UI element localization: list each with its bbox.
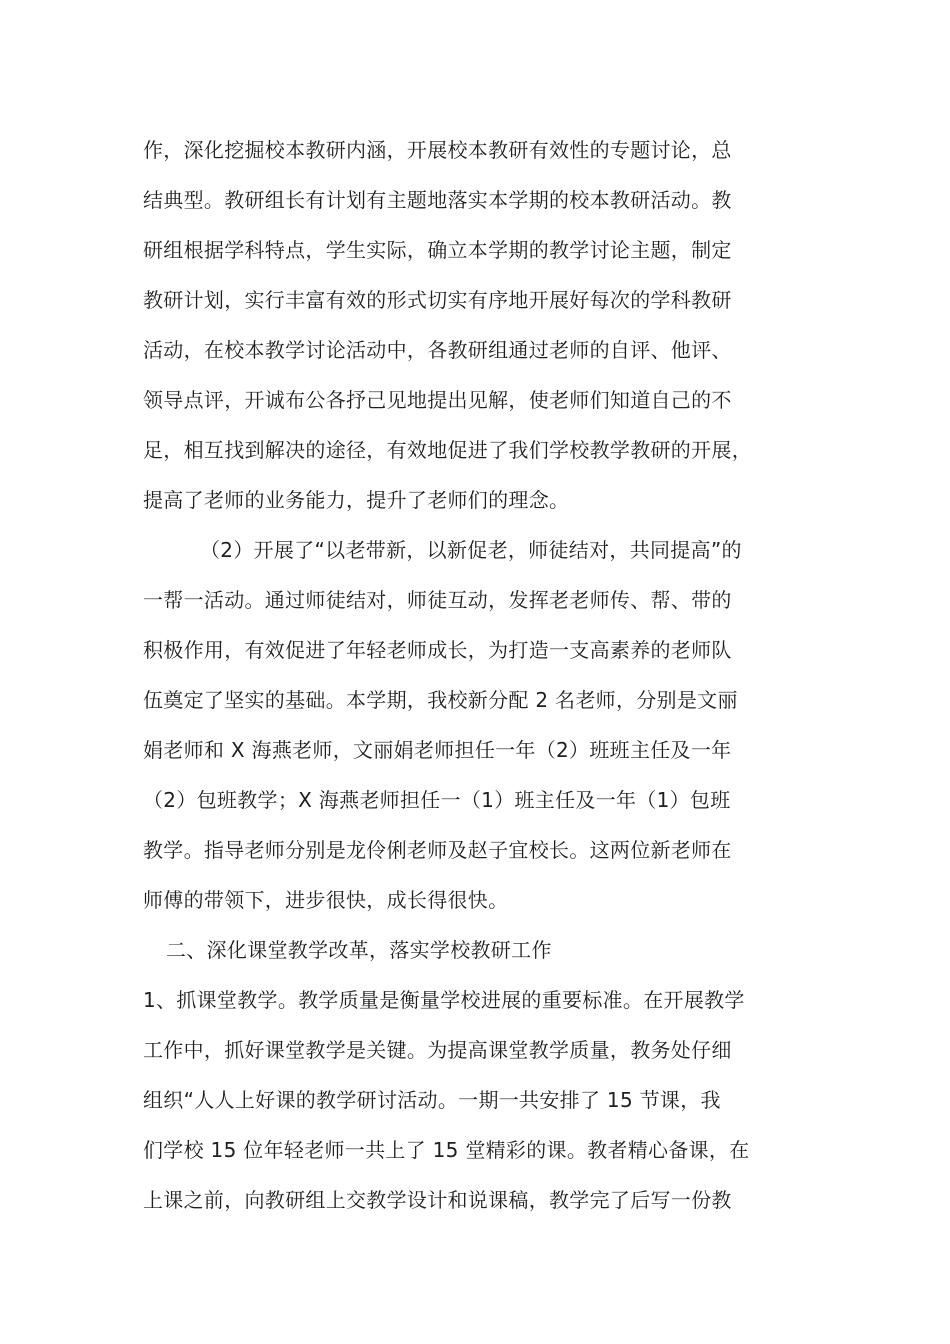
text-line: 娟老师和 X 海燕老师，文丽娟老师担任一年（2）班班主任及一年 (143, 738, 732, 762)
text-line: 结典型。教研组长有计划有主题地落实本学期的校本教研活动。教 (143, 188, 732, 212)
text-line: 提高了老师的业务能力，提升了老师们的理念。 (143, 488, 570, 512)
paragraph-start-line: （2）开展了“以老带新，以新促老，师徒结对，共同提高”的 (200, 538, 742, 562)
section-heading: 二、深化课堂教学改革，落实学校教研工作 (166, 938, 552, 962)
text-line: 们学校 15 位年轻老师一共上了 15 堂精彩的课。教者精心备课，在 (143, 1138, 750, 1162)
text-line: 一帮一活动。通过师徒结对，师徒互动，发挥老老师传、帮、带的 (143, 588, 732, 612)
text-line: 足，相互找到解决的途径，有效地促进了我们学校教学教研的开展， (143, 438, 752, 462)
text-line: 教学。指导老师分别是龙伶俐老师及赵子宜校长。这两位新老师在 (143, 838, 732, 862)
text-line: 伍奠定了坚实的基础。本学期，我校新分配 2 名老师，分别是文丽 (143, 688, 738, 712)
text-line: 研组根据学科特点，学生实际，确立本学期的教学讨论主题，制定 (143, 238, 732, 262)
text-line: 组织“人人上好课的教学研讨活动。一期一共安排了 15 节课，我 (143, 1088, 721, 1112)
text-line: 领导点评，开诚布公各抒己见地提出见解，使老师们知道自己的不 (143, 388, 732, 412)
text-line: 工作中，抓好课堂教学是关键。为提高课堂教学质量，教务处仔细 (143, 1038, 732, 1062)
text-line: 活动，在校本教学讨论活动中，各教研组通过老师的自评、他评、 (143, 338, 732, 362)
text-line: 作，深化挖掘校本教研内涵，开展校本教研有效性的专题讨论，总 (143, 138, 732, 162)
text-line: 上课之前，向教研组上交教学设计和说课稿，教学完了后写一份教 (143, 1188, 732, 1212)
text-line: 师傅的带领下，进步很快，成长得很快。 (143, 888, 509, 912)
text-line: 积极作用，有效促进了年轻老师成长，为打造一支高素养的老师队 (143, 638, 732, 662)
text-line: 1、抓课堂教学。教学质量是衡量学校进展的重要标准。在开展教学 (143, 988, 745, 1012)
text-line: （2）包班教学；X 海燕老师担任一（1）班主任及一年（1）包班 (143, 788, 731, 812)
text-line: 教研计划，实行丰富有效的形式切实有序地开展好每次的学科教研 (143, 288, 732, 312)
